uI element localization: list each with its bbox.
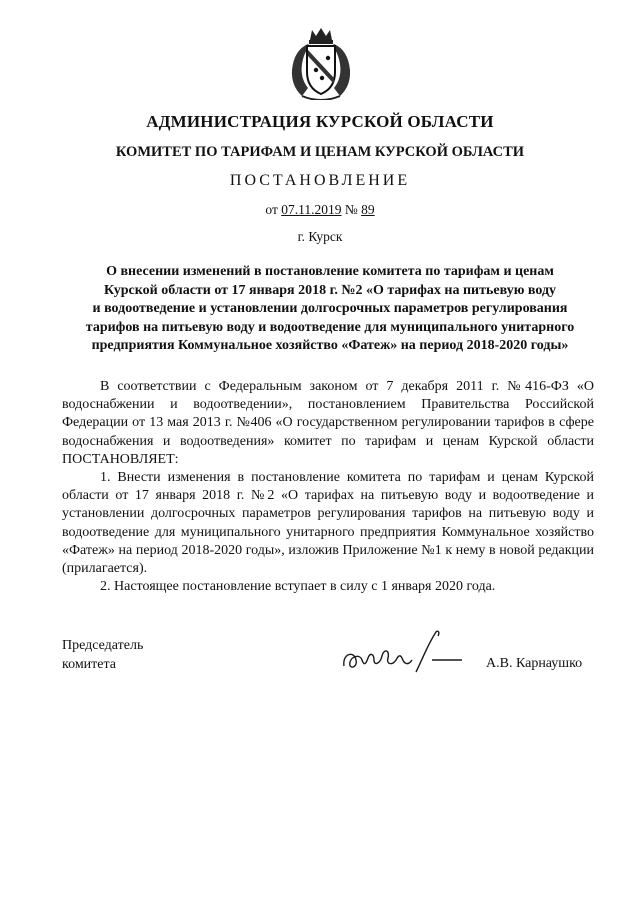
- item-2-paragraph: 2. Настоящее постановление вступает в силу с 1 января 2020 года.: [100, 579, 496, 595]
- number-prefix: №: [344, 202, 358, 217]
- title-line: и водоотведение и установлении долгосрочных параметров регулирования: [92, 301, 568, 316]
- date-prefix: от: [265, 202, 278, 217]
- item-1-paragraph: 1. Внести изменения в постановление комитета по тарифам и ценам Курской области от 17 января 2018 г. №2 «О тарифах на питьевую воду и водоотведение и установлении долгосрочных параметров регулирования тарифов на питьевую воду и водоотведение для муниципального унитарного предприятия Коммунальное хозяйство «Фатеж» на период 2018-2020 годы», изложив Приложение №1 к нему в новой редакции (прилагается).: [62, 470, 594, 577]
- title-line: тарифов на питьевую воду и водоотведение для муниципального унитарного: [85, 319, 575, 335]
- position-line-1: Председатель: [62, 638, 144, 653]
- signatory-position: [62, 637, 143, 674]
- handwritten-signature: [336, 624, 472, 680]
- preamble-paragraph: В соответствии с Федеральным законом от 7 декабря 2011 г. №416-ФЗ «О водоснабжении и водоотведении», постановлением Правительства Российской Федерации от 13 мая 2013 г. №406 «О государственном регулировании тарифов в сфере водоснабжения и водоотведения» комитет по тарифам и ценам Курской области ПОСТАНОВЛЯЕТ:: [62, 379, 594, 467]
- title-line: О внесении изменений в постановление комитета по тарифам и ценам: [106, 264, 554, 279]
- signatory-name: А.В. Карнаушко: [486, 656, 583, 671]
- date-number-line: [0, 202, 640, 218]
- document-body: [62, 378, 594, 596]
- document-type: ПОСТАНОВЛЕНИЕ: [229, 172, 411, 189]
- committee-title: КОМИТЕТ ПО ТАРИФАМ И ЦЕНАМ КУРСКОЙ ОБЛАСТИ: [115, 144, 525, 160]
- position-line-2: комитета: [62, 656, 117, 672]
- document-date: 07.11.2019: [281, 202, 342, 217]
- kursk-coat-of-arms-emblem: [288, 26, 354, 100]
- title-line: Курской области от 17 января 2018 г. №2 «О тарифах на питьевую воду: [103, 282, 557, 298]
- organization-title: АДМИНИСТРАЦИЯ КУРСКОЙ ОБЛАСТИ: [146, 112, 494, 131]
- city-line: г. Курск: [297, 229, 343, 244]
- title-line: предприятия Коммунальное хозяйство «Фатеж» на период 2018-2020 годы»: [91, 338, 569, 353]
- document-number: 89: [361, 202, 375, 217]
- document-title: [60, 263, 600, 356]
